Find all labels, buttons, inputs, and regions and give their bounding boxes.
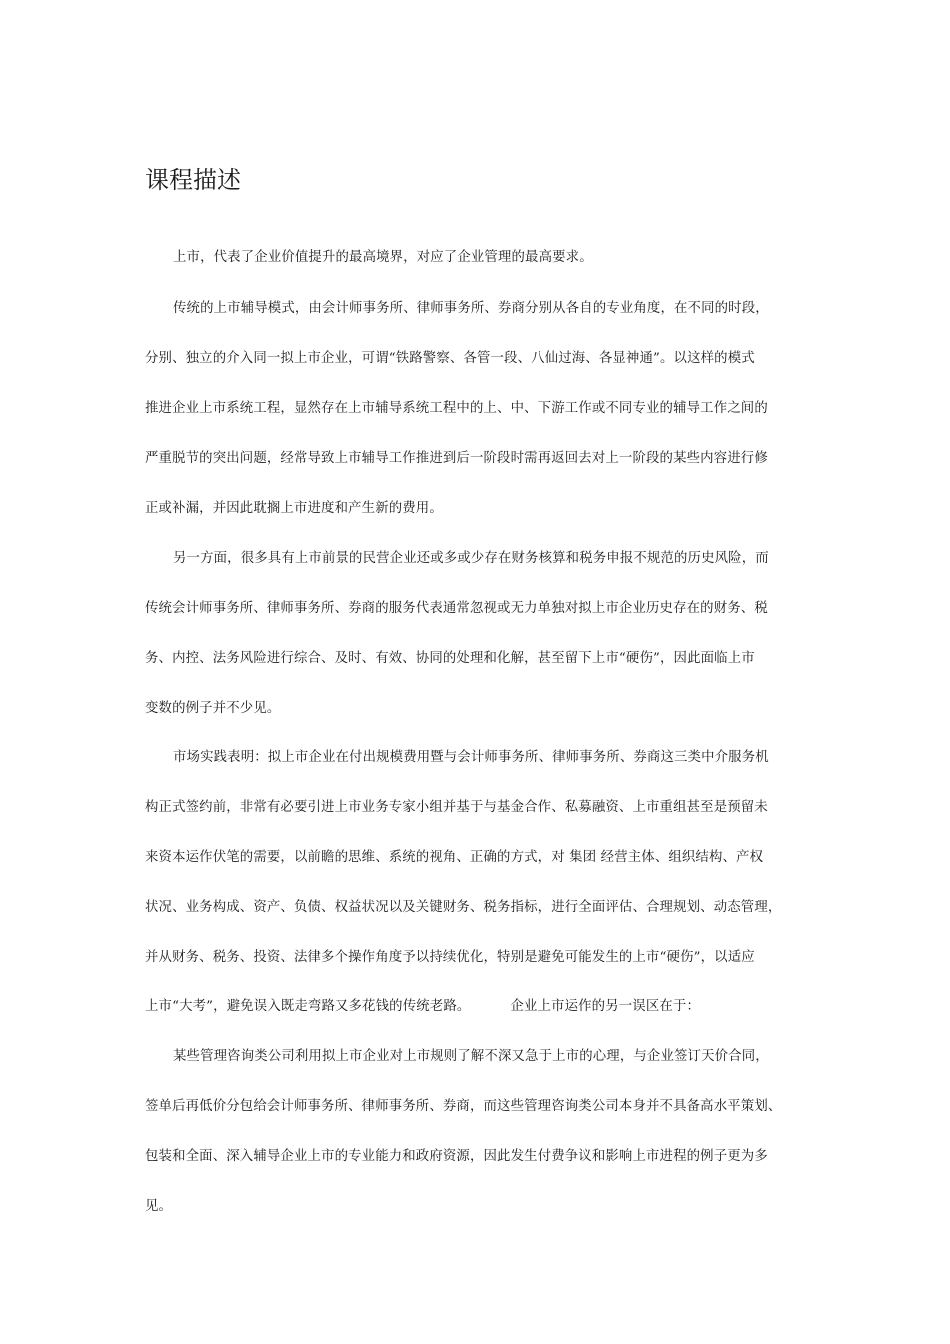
paragraph-line: 严重脱节的突出问题，经常导致上市辅导工作推进到后一阶段时需再返回去对上一阶段的某些内容进行修 xyxy=(145,451,768,466)
paragraph-line-segment: 上市“大考”，避免误入既走弯路又多花钱的传统老路。 xyxy=(145,999,471,1014)
paragraph-line: 来资本运作伏笔的需要，以前瞻的思维、系统的视角、正确的方式，对 集团 经营主体、组织结构、产权 xyxy=(145,850,764,865)
paragraph-line: 传统会计师事务所、律师事务所、券商的服务代表通常忽视或无力单独对拟上市企业历史存在的财务、税 xyxy=(145,601,768,616)
paragraph-line: 构正式签约前，非常有必要引进上市业务专家小组并基于与基金合作、私募融资、上市重组甚至是预留未 xyxy=(145,800,768,815)
paragraph-line: 推进企业上市系统工程，显然存在上市辅导系统工程中的上、中、下游工作或不同专业的辅导工作之间的 xyxy=(145,401,768,416)
paragraph-line: 见。 xyxy=(145,1199,173,1214)
paragraph-line: 市场实践表明：拟上市企业在付出规模费用暨与会计师事务所、律师事务所、券商这三类中介服务机 xyxy=(173,750,769,765)
paragraph-line: 状况、业务构成、资产、负债、权益状况以及关键财务、税务指标，进行全面评估、合理规划、动态管理， xyxy=(145,900,782,915)
paragraph-line: 上市，代表了企业价值提升的最高境界，对应了企业管理的最高要求。 xyxy=(173,250,593,265)
paragraph-line-mixed xyxy=(145,997,700,1017)
paragraph-line: 变数的例子并不少见。 xyxy=(145,701,281,716)
paragraph-line: 某些管理咨询类公司利用拟上市企业对上市规则了解不深又急于上市的心理，与企业签订天价合同， xyxy=(173,1049,769,1064)
paragraph-line: 务、内控、法务风险进行综合、及时、有效、协同的处理和化解，甚至留下上市“硬伤”，因此面临上市 xyxy=(145,651,755,666)
paragraph-line: 正或补漏，并因此耽搁上市进度和产生新的费用。 xyxy=(145,501,443,516)
paragraph-line: 签单后再低价分包给会计师事务所、律师事务所、券商，而这些管理咨询类公司本身并不具备高水平策划、 xyxy=(145,1099,782,1114)
paragraph-line: 传统的上市辅导模式，由会计师事务所、律师事务所、券商分别从各自的专业角度，在不同的时段， xyxy=(173,301,769,316)
paragraph-line-segment: 企业上市运作的另一误区在于： xyxy=(510,999,701,1014)
page-title: 课程描述 xyxy=(145,166,241,194)
paragraph-line: 并从财务、税务、投资、法律多个操作角度予以持续优化，特别是避免可能发生的上市“硬伤”，以适应 xyxy=(145,950,755,965)
paragraph-line: 另一方面，很多具有上市前景的民营企业还或多或少存在财务核算和税务申报不规范的历史风险，而 xyxy=(173,551,769,566)
paragraph-line: 包装和全面、深入辅导企业上市的专业能力和政府资源，因此发生付费争议和影响上市进程的例子更为多 xyxy=(145,1149,768,1164)
paragraph-line: 分别、独立的介入同一拟上市企业，可谓“铁路警察、各管一段、八仙过海、各显神通”。以这样的模式 xyxy=(145,351,755,366)
